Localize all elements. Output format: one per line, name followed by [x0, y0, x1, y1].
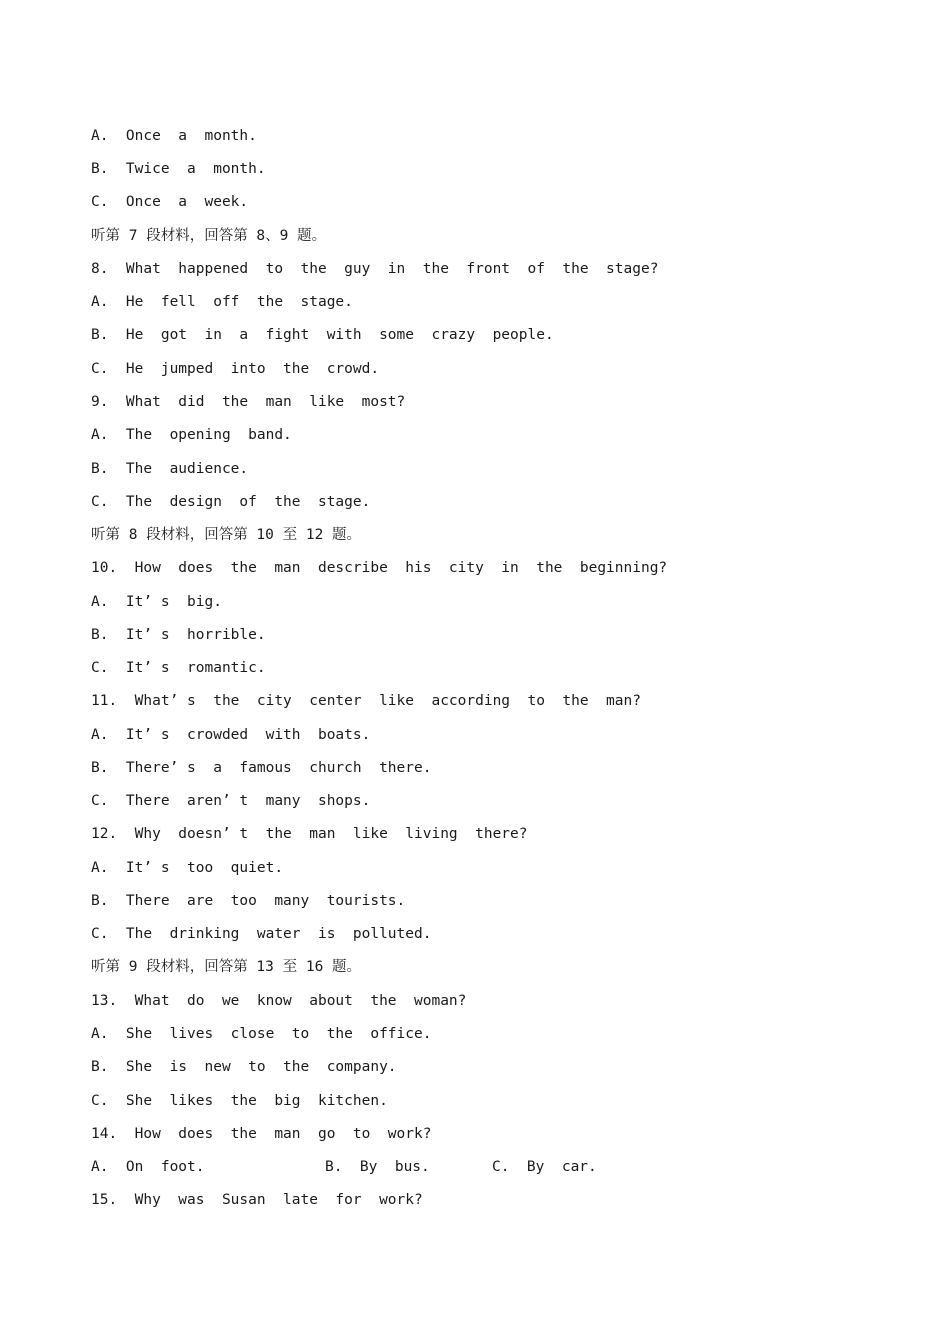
option-line: B. There’ s a famous church there.: [91, 760, 432, 776]
q14-options-row: [91, 1157, 691, 1177]
option-line: C. There aren’ t many shops.: [91, 793, 371, 809]
option-line: B. Twice a month.: [91, 161, 266, 177]
option-c: C. By car.: [492, 1159, 597, 1175]
section-instruction: 听第 9 段材料，回答第 13 至 16 题。: [91, 959, 362, 975]
option-a: A. On foot.: [91, 1159, 205, 1175]
question-line: 8. What happened to the guy in the front of the stage?: [91, 261, 659, 277]
option-line: A. Once a month.: [91, 128, 257, 144]
option-line: C. The design of the stage.: [91, 494, 371, 510]
option-line: A. It’ s crowded with boats.: [91, 727, 371, 743]
option-line: A. The opening band.: [91, 427, 292, 443]
section-instruction: 听第 8 段材料，回答第 10 至 12 题。: [91, 527, 362, 543]
option-b: B. By bus.: [325, 1159, 430, 1175]
section-instruction: 听第 7 段材料，回答第 8、9 题。: [91, 228, 327, 244]
option-line: B. There are too many tourists.: [91, 893, 406, 909]
option-line: B. The audience.: [91, 461, 249, 477]
option-line: C. Once a week.: [91, 194, 249, 210]
option-line: B. She is new to the company.: [91, 1059, 397, 1075]
question-line: 10. How does the man describe his city in the beginning?: [91, 560, 668, 576]
option-line: A. It’ s big.: [91, 594, 222, 610]
option-line: C. It’ s romantic.: [91, 660, 266, 676]
question-line: 15. Why was Susan late for work?: [91, 1192, 423, 1208]
question-line: 12. Why doesn’ t the man like living there?: [91, 826, 528, 842]
question-line: 14. How does the man go to work?: [91, 1126, 432, 1142]
question-line: 13. What do we know about the woman?: [91, 993, 467, 1009]
question-line: 9. What did the man like most?: [91, 394, 406, 410]
option-line: B. He got in a fight with some crazy people.: [91, 327, 554, 343]
option-line: B. It’ s horrible.: [91, 627, 266, 643]
option-line: C. The drinking water is polluted.: [91, 926, 432, 942]
option-line: C. She likes the big kitchen.: [91, 1093, 388, 1109]
option-line: A. She lives close to the office.: [91, 1026, 432, 1042]
option-line: A. It’ s too quiet.: [91, 860, 284, 876]
option-line: C. He jumped into the crowd.: [91, 361, 380, 377]
option-line: A. He fell off the stage.: [91, 294, 353, 310]
question-line: 11. What’ s the city center like according to the man?: [91, 693, 641, 709]
